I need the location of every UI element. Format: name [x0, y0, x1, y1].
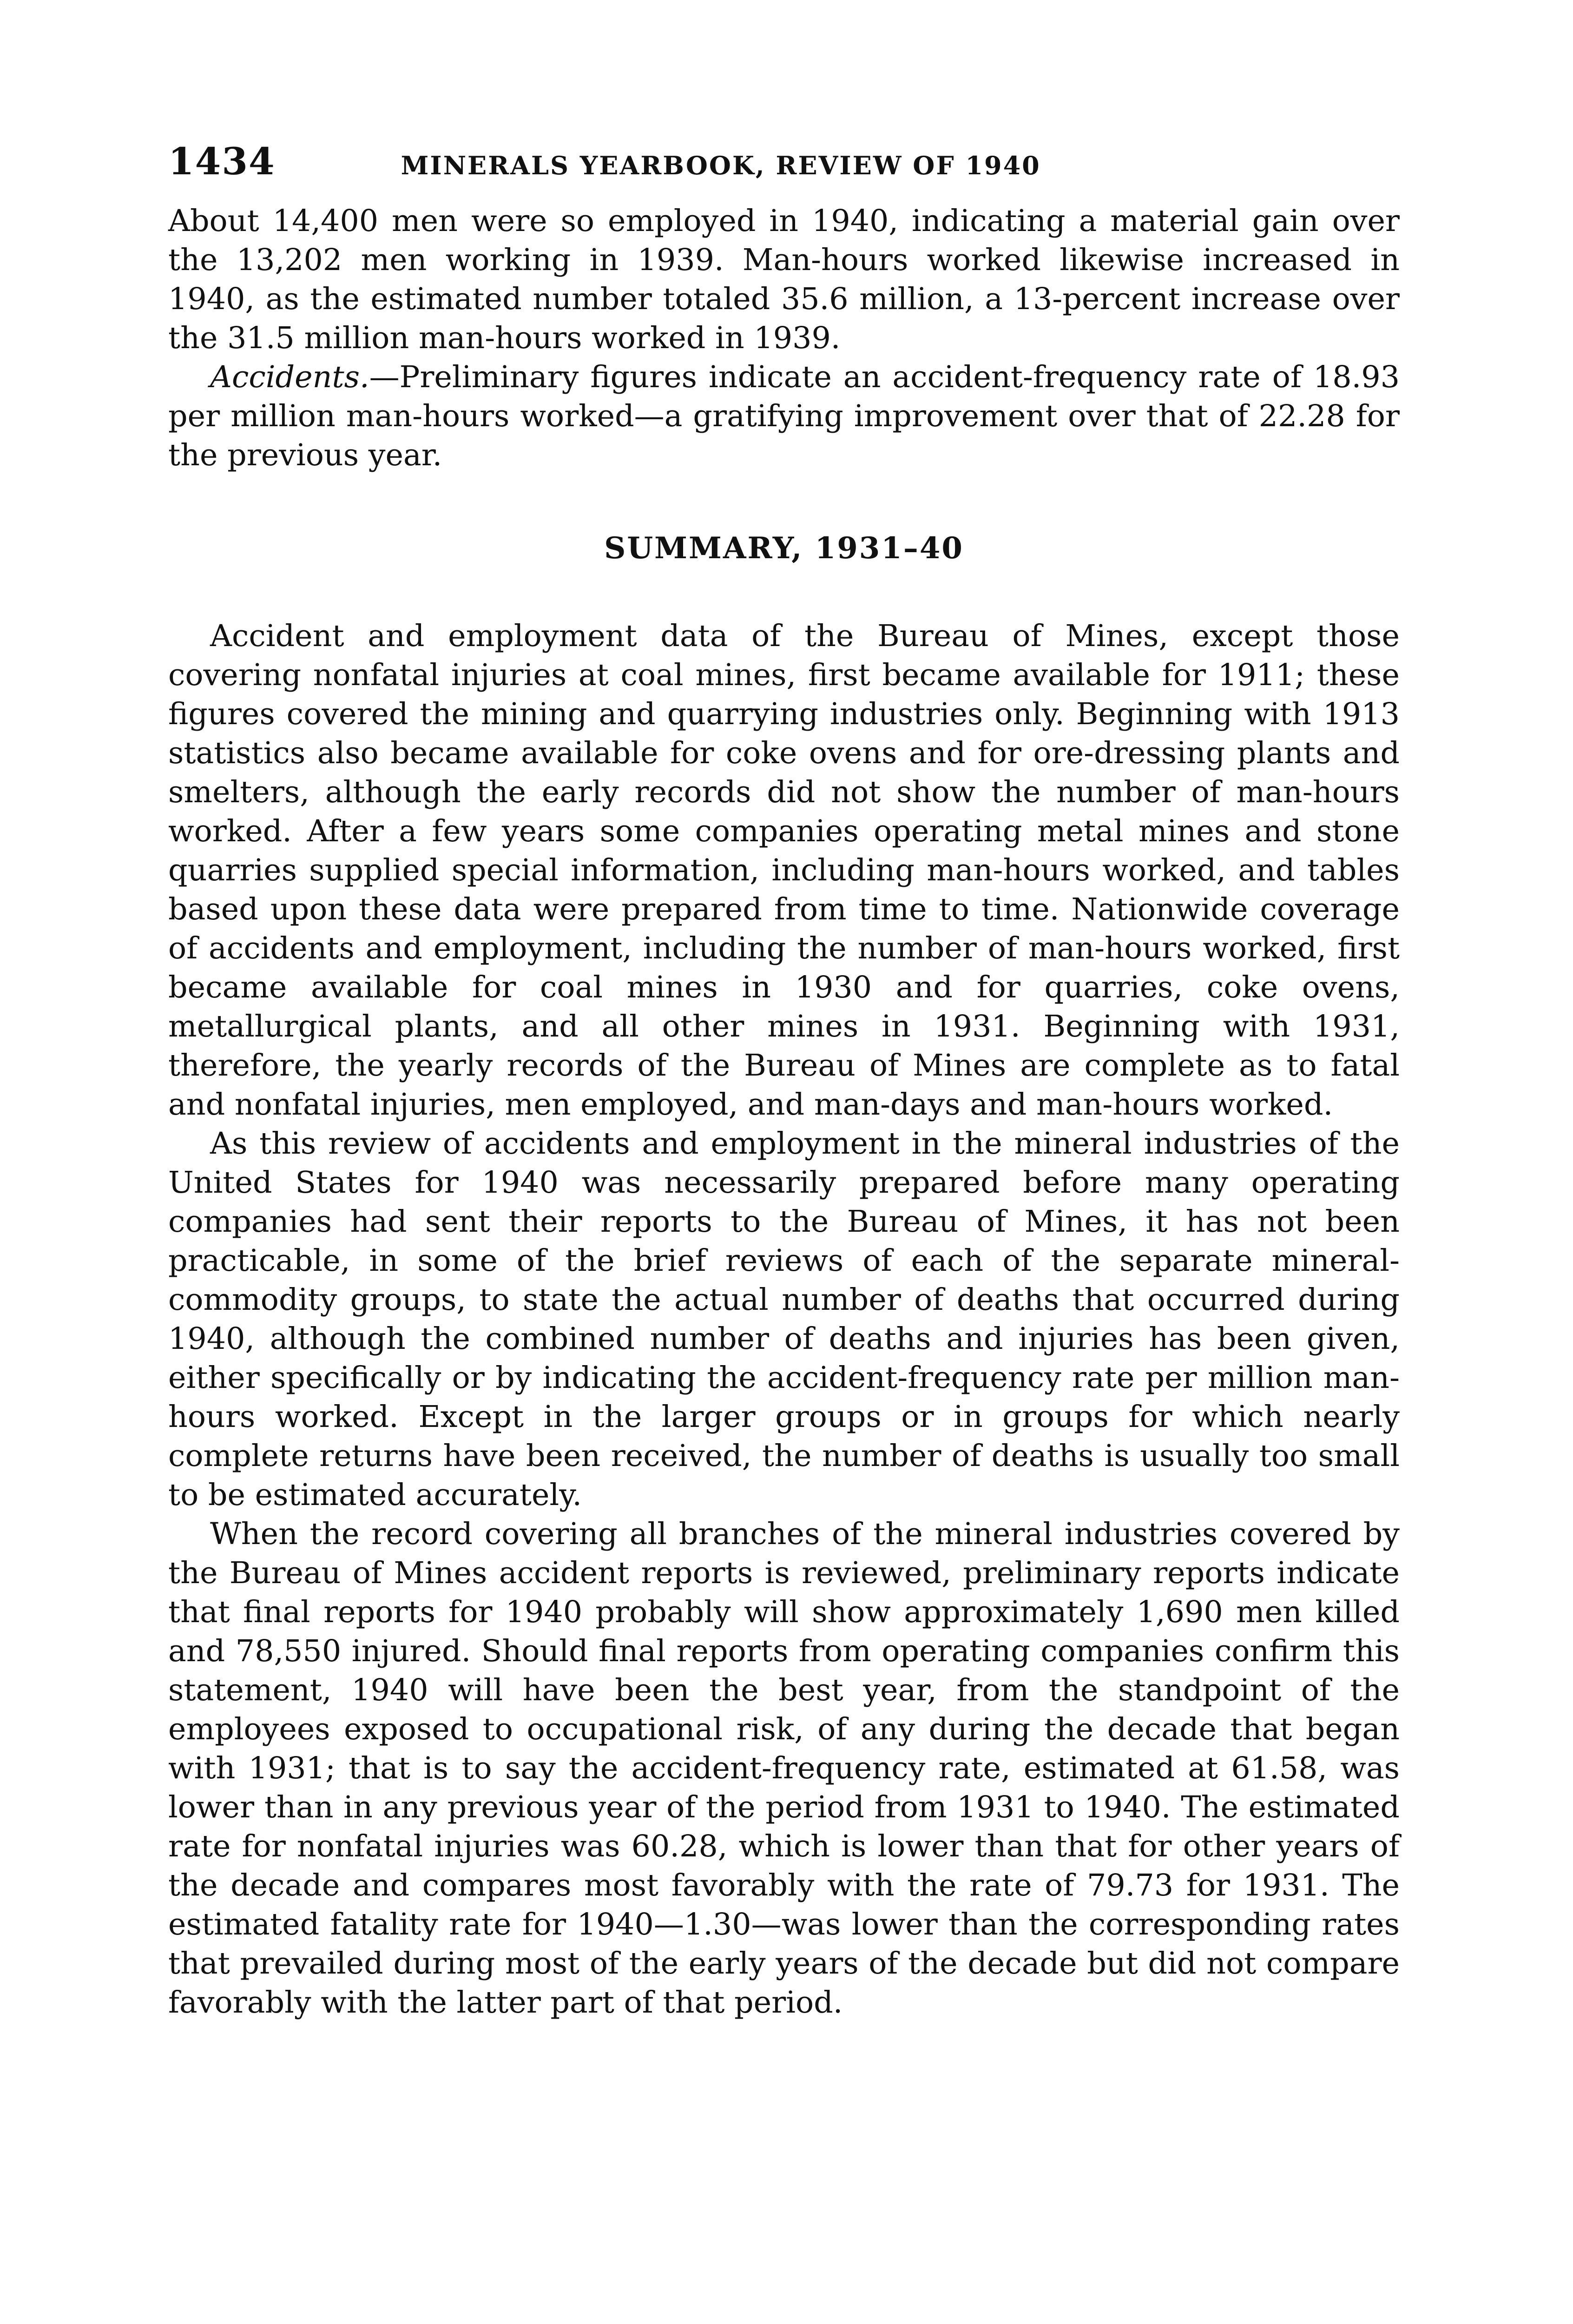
accidents-text: —Preliminary figures indicate an accident-frequency rate of 18.93 per million man-hours worked—a gratifying improvement over that of 22.28 for the previous year. [168, 360, 1400, 473]
summary-paragraph-2: As this review of accidents and employment in the mineral industries of the United States for 1940 was necessarily prepared before many operating companies had sent their reports to the Bureau of Mines, it has not been practicable, in some of the brief reviews of each of the separate mineral-commodity groups, to state the actual number of deaths that occurred during 1940, although the combined number of deaths and injuries has been given, either specifically or by indicating the accident-frequency rate per million man-hours worked. Except in the larger groups or in groups for which nearly complete returns have been received, the number of deaths is usually too small to be estimated accurately. [168, 1126, 1400, 1512]
summary-paragraph-1: Accident and employment data of the Bureau of Mines, except those covering nonfatal injuries at coal mines, first became available for 1911; these figures covered the mining and quarrying industries only. Beginning with 1913 statistics also became available for coke ovens and for ore-dressing plants and smelters, although the early records did not show the number of man-hours worked. After a few years some companies operating metal mines and stone quarries supplied special information, including man-hours worked, and tables based upon these data were prepared from time to time. Nationwide coverage of accidents and employment, including the number of man-hours worked, first became available for coal mines in 1930 and for quarries, coke ovens, metallurgical plants, and all other mines in 1931. Beginning with 1931, therefore, the yearly records of the Bureau of Mines are complete as to fatal and nonfatal injuries, men employed, and man-days and man-hours worked. [168, 619, 1400, 1122]
summary-paragraph-3: When the record covering all branches of the mineral industries covered by the Bureau of Mines accident reports is reviewed, preliminary reports indicate that final reports for 1940 probably will show approximately 1,690 men killed and 78,550 injured. Should final reports from operating companies confirm this statement, 1940 will have been the best year, from the standpoint of the employees exposed to occupational risk, of any during the decade that began with 1931; that is to say the accident-frequency rate, estimated at 61.58, was lower than in any previous year of the period from 1931 to 1940. The estimated rate for nonfatal injuries was 60.28, which is lower than that for other years of the decade and compares most favorably with the rate of 79.73 for 1931. The estimated fatality rate for 1940—1.30—was lower than the corresponding rates that prevailed during most of the early years of the decade but did not compare favorably with the latter part of that period. [168, 1517, 1400, 2020]
intro-paragraph: About 14,400 men were so employed in 1940, indicating a material gain over the 13,202 men working in 1939. Man-hours worked likewise increased in 1940, as the estimated number totaled 35.6 million, a 13-percent increase over the 31.5 million man-hours worked in 1939. [168, 204, 1400, 356]
document-page [168, 139, 1400, 2022]
accidents-paragraph [168, 358, 1400, 475]
page-number: 1434 [168, 139, 276, 183]
accidents-label: Accidents. [210, 360, 369, 395]
running-header [168, 139, 1400, 183]
running-title: MINERALS YEARBOOK, REVIEW OF 1940 [401, 151, 1041, 180]
section-title: SUMMARY, 1931–40 [604, 531, 964, 566]
